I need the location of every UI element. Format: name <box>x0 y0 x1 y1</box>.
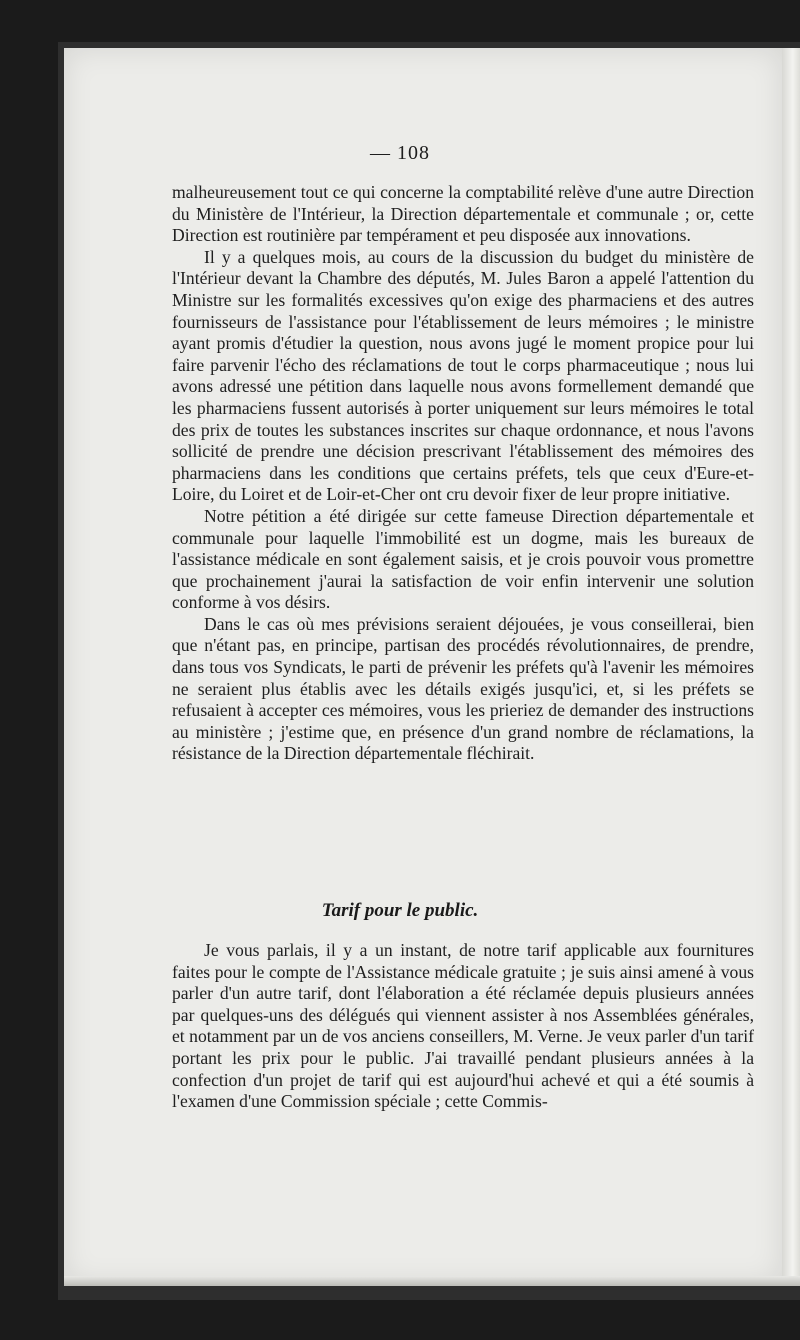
paragraph-advice: Dans le cas où mes prévisions seraient déjouées, je vous conseillerai, bien que n'étant pas, en principe, partisan des procédés révolutionnaires, de prendre, dans tous vos Syndicats, le parti de prévenir les préfets qu'à l'avenir les mémoires ne seraient plus établis avec les détails exigés jusqu'ici, et, si les préfets se refusaient à accepter ces mémoires, vous les prieriez de demander des instructions au ministère ; j'estime que, en présence d'un grand nombre de réclamations, la résistance de la Direction départementale fléchirait. <box>172 613 754 764</box>
page-edge <box>782 48 800 1280</box>
section-heading: Tarif pour le public. <box>321 900 479 921</box>
body-text-upper <box>172 182 754 765</box>
page-bottom-edge <box>64 1276 800 1286</box>
paragraph-direction: Notre pétition a été dirigée sur cette fameuse Direction départementale et communale pour laquelle l'immobilité est un dogme, mais les bureaux de l'assistance médicale en sont également saisis, et je crois pouvoir vous promettre que prochainement j'aurai la satisfaction de voir enfin intervenir une solution conforme à vos désirs. <box>172 505 754 613</box>
page-number: — 108 <box>370 142 430 164</box>
paragraph-tarif: Je vous parlais, il y a un instant, de notre tarif applicable aux fournitures faites pour le compte de l'Assistance médicale gratuite ; je suis ainsi amené à vous parler d'un autre tarif, dont l'élaboration a été réclamée depuis plusieurs années par quelques-uns des délégués qui viennent assister à nos Assemblées générales, et notamment par un de vos anciens conseillers, M. Verne. Je veux parler d'un tarif portant les prix pour le public. J'ai travaillé pendant plusieurs années à la confection d'un projet de tarif qui est aujourd'hui achevé et qui a été soumis à l'examen d'une Commission spéciale ; cette Commis- <box>172 940 754 1112</box>
paragraph-continuation: malheureusement tout ce qui concerne la comptabilité relève d'une autre Direction du Ministère de l'Intérieur, la Direction départementale et communale ; or, cette Direction est routinière par tempérament et peu disposée aux innovations. <box>172 182 754 246</box>
body-text-lower <box>172 940 754 1113</box>
paragraph-petition: Il y a quelques mois, au cours de la discussion du budget du ministère de l'Intérieur devant la Chambre des députés, M. Jules Baron a appelé l'attention du Ministre sur les formalités excessives qu'on exige des pharmaciens et des autres fournisseurs de l'assistance pour l'établissement de leurs mémoires ; le ministre ayant promis d'étudier la question, nous avons jugé le moment propice pour lui faire parvenir l'écho des réclamations de tout le corps pharmaceutique ; nous lui avons adressé une pétition dans laquelle nous avons formellement demandé que les pharmaciens fussent autorisés à porter uniquement sur leurs mémoires le total des prix de toutes les substances inscrites sur chaque ordonnance, et nous l'avons sollicité de prendre une décision prescrivant l'établissement des mémoires des pharmaciens dans les conditions que certains préfets, tels que ceux d'Eure-et-Loire, du Loiret et de Loir-et-Cher ont cru devoir fixer de leur propre initiative. <box>172 246 754 505</box>
